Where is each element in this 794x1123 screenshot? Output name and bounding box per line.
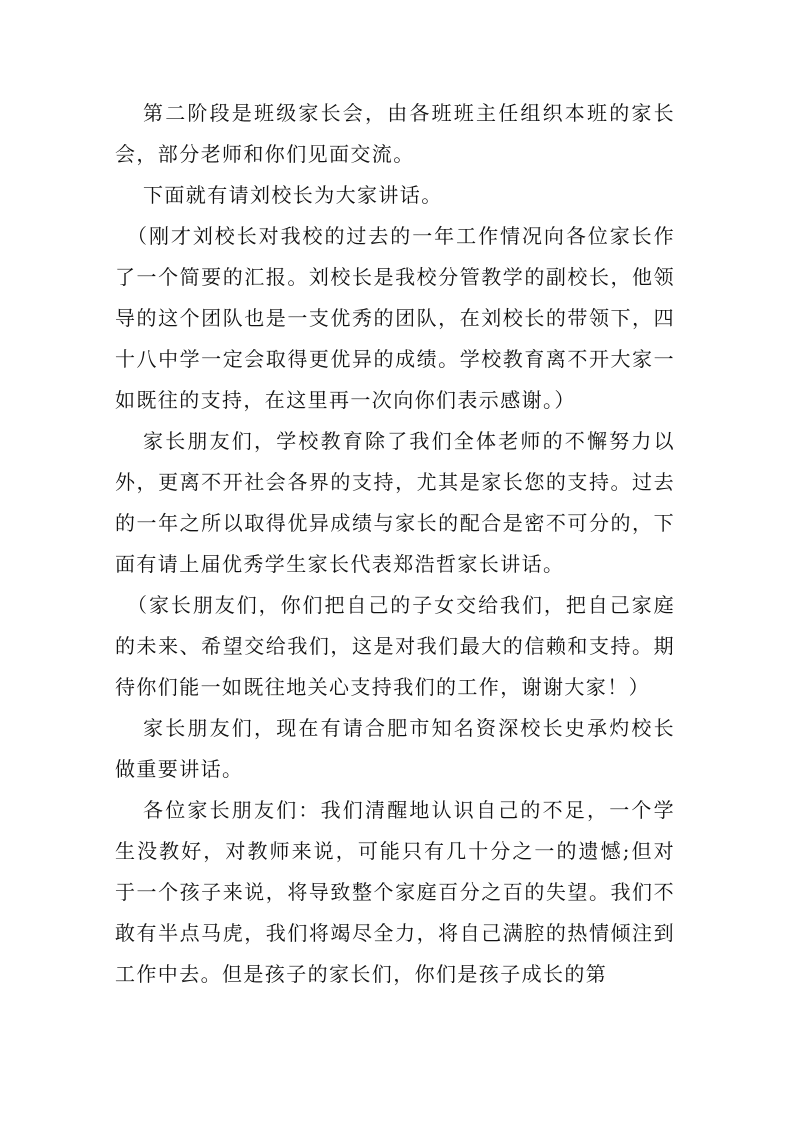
document-page bbox=[115, 93, 675, 995]
paragraph-thanks-parents: （家长朋友们，你们把自己的子女交给我们，把自己家庭的未来、希望交给我们，这是对我们最大的信赖和支持。期待你们能一如既往地关心支持我们的工作，谢谢大家！） bbox=[115, 593, 675, 699]
paragraph-address-to-parents: 各位家长朋友们：我们清醒地认识自己的不足，一个学生没教好，对教师来说，可能只有几十分之一的遗憾;但对于一个孩子来说，将导致整个家庭百分之百的失望。我们不敢有半点马虎，我们将竭尽全力，将自己满腔的热情倾注到工作中去。但是孩子的家长们，你们是孩子成长的第 bbox=[115, 798, 675, 986]
paragraph-thanks-principal-liu: （刚才刘校长对我校的过去的一年工作情况向各位家长作了一个简要的汇报。刘校长是我校分管教学的副校长，他领导的这个团队也是一支优秀的团队，在刘校长的带领下，四十八中学一定会取得更优异的成绩。学校教育离不开大家一如既往的支持，在这里再一次向你们表示感谢。） bbox=[115, 224, 675, 412]
paragraph-invite-principal-shi: 家长朋友们，现在有请合肥市知名资深校长史承灼校长做重要讲话。 bbox=[115, 716, 675, 781]
paragraph-invite-principal-liu: 下面就有请刘校长为大家讲话。 bbox=[143, 183, 443, 207]
paragraph-parent-meeting-stage: 第二阶段是班级家长会，由各班班主任组织本班的家长会，部分老师和你们见面交流。 bbox=[115, 101, 675, 166]
paragraph-invite-parent-representative: 家长朋友们，学校教育除了我们全体老师的不懈努力以外，更离不开社会各界的支持，尤其是家长您的支持。过去的一年之所以取得优异成绩与家长的配合是密不可分的，下面有请上届优秀学生家长代表郑浩哲家长讲话。 bbox=[115, 429, 675, 576]
